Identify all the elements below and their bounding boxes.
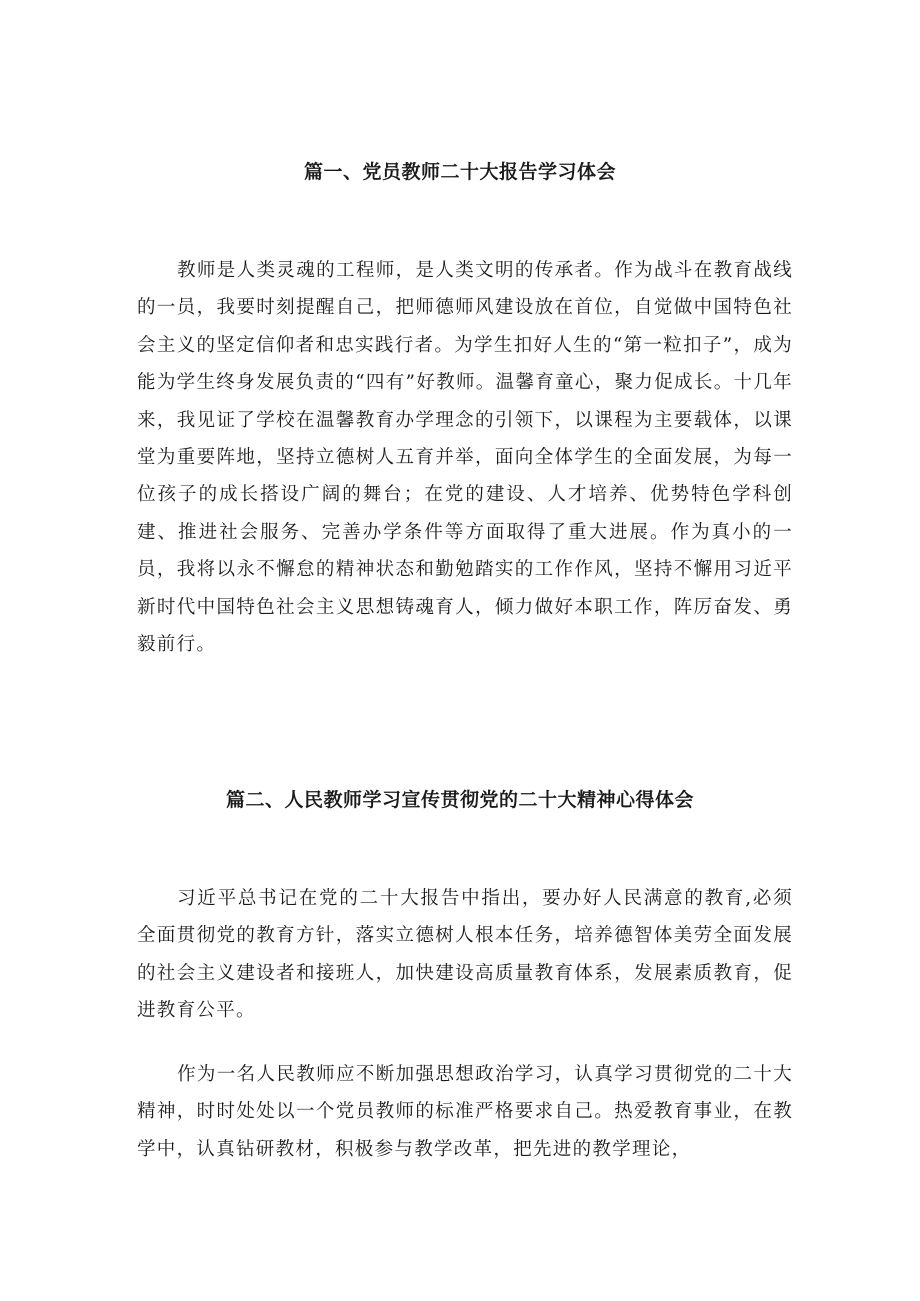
body-paragraph: 习近平总书记在党的二十大报告中指出，要办好人民满意的教育,必须全面贯彻党的教育方针，落实立德树人根本任务，培养德智体美劳全面发展的社会主义建设者和接班人，加快建设高质量教育体系，发展素质教育，促进教育公平。	[137, 888, 793, 1022]
body-paragraph: 作为一名人民教师应不断加强思想政治学习，认真学习贯彻党的二十大精神，时时处处以一个党员教师的标准严格要求自己。热爱教育事业，在教学中，认真钻研教材，积极参与教学改革，把先进的教学理论，	[137, 1064, 793, 1160]
body-paragraph: 教师是人类灵魂的工程师，是人类文明的传承者。作为战斗在教育战线的一员，我要时刻提醒自己，把师德师风建设放在首位，自觉做中国特色社会主义的坚定信仰者和忠实践行者。为学生扣好人生的“第一粒扣子”，成为能为学生终身发展负责的“四有”好教师。温馨育童心，聚力促成长。十几年来，我见证了学校在温馨教育办学理念的引领下，以课程为主要载体，以课堂为重要阵地，坚持立德树人五育并举，面向全体学生的全面发展，为每一位孩子的成长搭设广阔的舞台；在党的建设、人才培养、优势特色学科创建、推进社会服务、完善办学条件等方面取得了重大进展。作为真小的一员，我将以永不懈怠的精神状态和勤勉踏实的工作作风，坚持不懈用习近平新时代中国特色社会主义思想铸魂育人，倾力做好本职工作，阵厉奋发、勇毅前行。	[137, 260, 793, 656]
section-heading: 篇二、人民教师学习宣传贯彻党的二十大精神心得体会	[225, 789, 694, 811]
section-heading: 篇一、党员教师二十大报告学习体会	[303, 161, 616, 183]
